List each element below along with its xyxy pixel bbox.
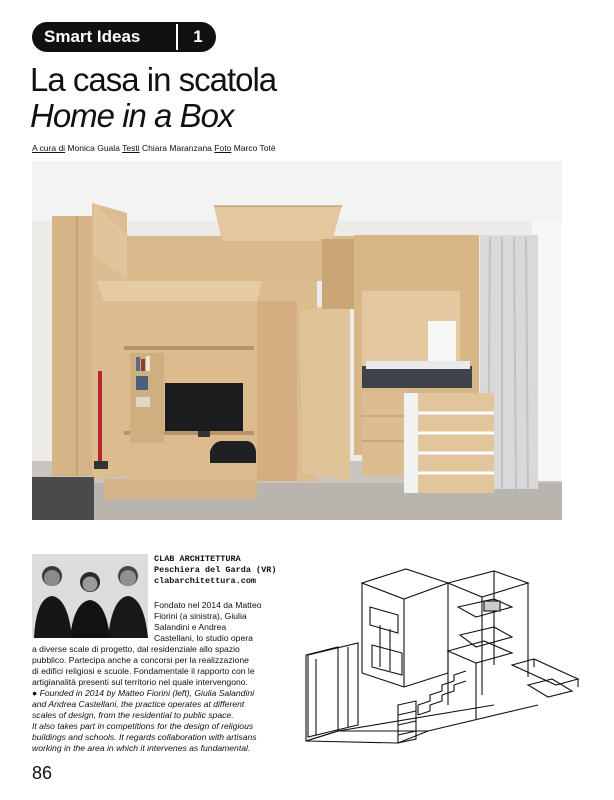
section-label: Smart Ideas [44,27,141,46]
credit-label-curated: A cura di [32,143,66,153]
body-italian-line: Fondato nel 2014 da Matteo [154,600,262,610]
studio-website[interactable]: clabarchitettura.com [154,576,257,586]
body-english-line: scales of design, from the residential to public space. [32,710,234,720]
section-number: 1 [193,27,203,46]
body-english-line: ● Founded in 2014 by Matteo Fiorini (left), Giulia Salandini [32,688,255,698]
credit-label-photo: Foto [214,143,232,153]
body-italian-line: Salandini e Andrea [154,622,227,632]
body-english-line: buildings and schools. It regards collaboration with artisans [32,732,257,742]
body-italian-line: di edifici religiosi e scuole. Fondamentale il rapporto con le [32,666,255,676]
article-title-english: Home in a Box [30,97,234,134]
interior-photo-illustration [32,161,562,520]
section-divider [176,24,178,50]
credit-value-photo: Marco Totè [233,143,276,153]
article-title-italian: La casa in scatola [30,61,277,98]
body-english-line: working in the area in which it intervenes as fundamental. [32,743,251,753]
architects-portrait [32,554,148,638]
axonometric-drawing [298,555,582,749]
axonometric-drawing-lines [298,555,582,749]
studio-location: Peschiera del Garda (VR) [154,565,277,575]
architects-portrait-illustration [32,554,148,638]
credit-value-texts: Chiara Maranzana [141,143,212,153]
article-credits [32,143,276,154]
credit-value-curated: Monica Guala [67,143,120,153]
studio-name: CLAB ARCHITETTURA [154,554,241,564]
body-english-line: and Andrea Castellani, the practice operates at different [32,699,245,709]
body-italian-line: Castellani, lo studio opera [154,633,253,643]
body-english-line: It also takes part in competitions for the design of religious [32,721,254,731]
page-number: 86 [32,763,53,783]
body-italian-line: a diverse scale di progetto, dal residenziale allo spazio [32,644,240,654]
body-italian-line: Fiorini (a sinistra), Giulia [154,611,247,621]
interior-photo [32,161,562,520]
credit-label-texts: Testi [122,143,140,153]
body-italian-line: artigianalità presenti sul territorio nel quale intervengono. [32,677,248,687]
body-italian-line: pubblico. Partecipa anche a concorsi per la realizzazione [32,655,249,665]
